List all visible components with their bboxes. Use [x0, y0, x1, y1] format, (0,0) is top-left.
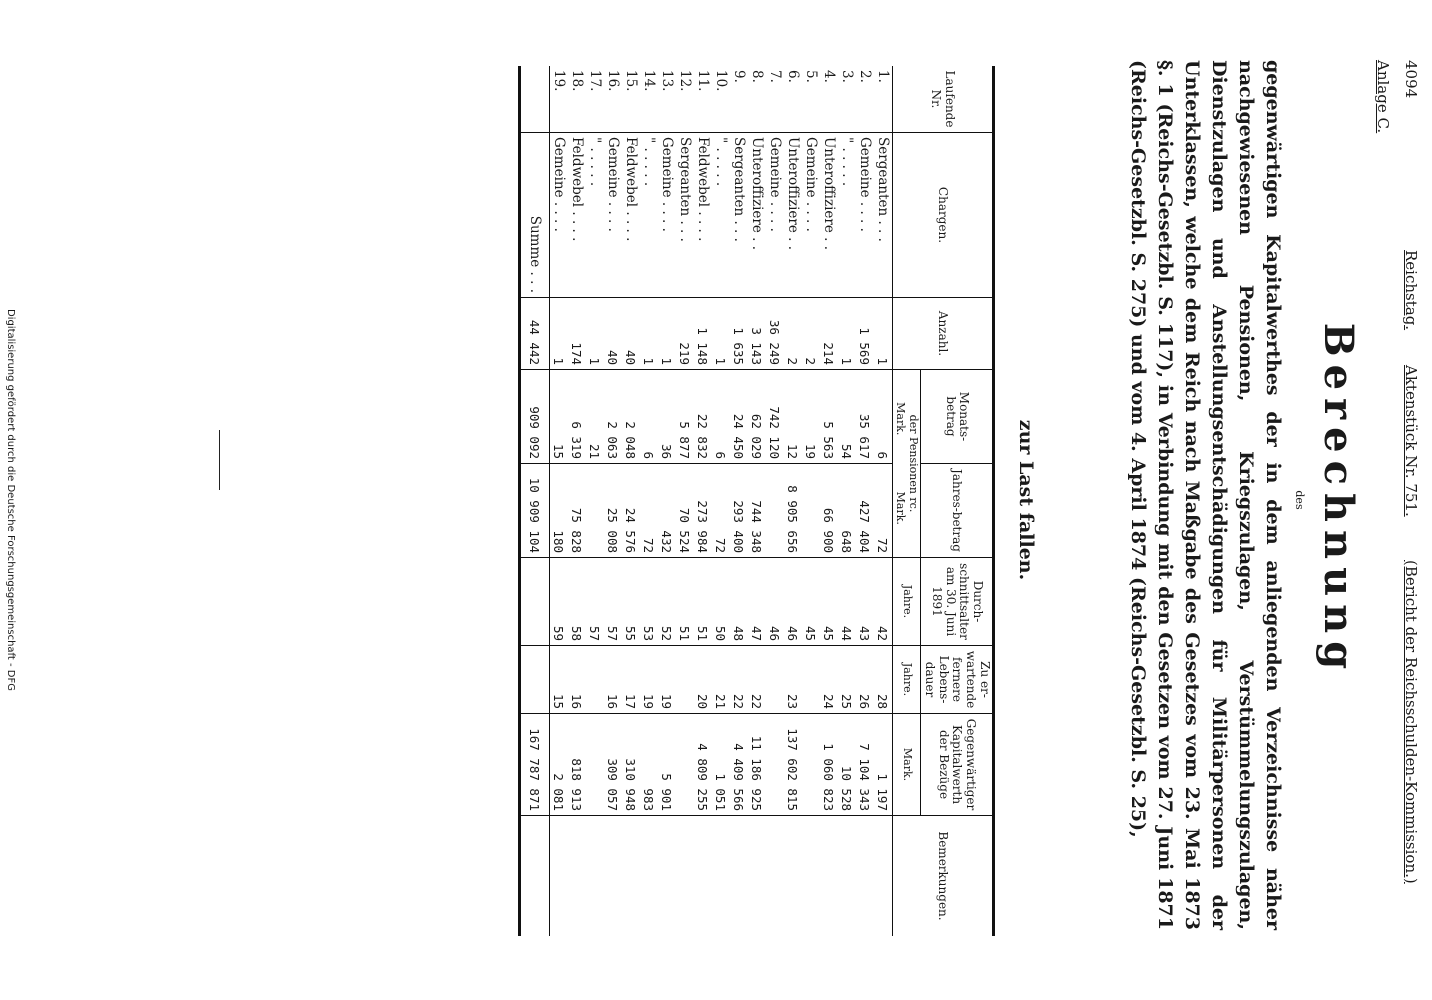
cell-anzahl: 2 — [802, 298, 820, 370]
cell-dauer: 24 — [820, 646, 838, 714]
cell-charge: Gemeine . . . . — [604, 133, 622, 298]
cell-kapital: 309 057 — [604, 714, 622, 816]
cell-nr: 19. — [550, 70, 567, 92]
cell-nr: 18. — [568, 70, 585, 92]
cell-bemerkungen — [820, 816, 838, 937]
table-row-2 — [856, 66, 874, 936]
table-row-8 — [748, 66, 766, 936]
cell-monat: 62 029 — [748, 370, 766, 464]
col-header-jahres: Jahres-betrag — [921, 464, 994, 558]
table-row-18 — [568, 66, 586, 936]
cell-charge: Gemeine . . . . — [549, 133, 568, 298]
table-row-11 — [694, 66, 712, 936]
table-row-5 — [802, 66, 820, 936]
cell-anzahl: 40 — [622, 298, 640, 370]
cell-monat: 6 — [640, 370, 658, 464]
cell-kapital: 1 060 823 — [820, 714, 838, 816]
cell-bemerkungen — [748, 816, 766, 937]
cell-alter: 47 — [748, 558, 766, 646]
cell-nr: 12. — [676, 70, 693, 92]
cell-alter: 50 — [712, 558, 730, 646]
cell-dauer: 23 — [784, 646, 802, 714]
col-header-pension-group — [892, 370, 920, 558]
commission-label: (Bericht der Reichsschulden-Kommission.) — [1402, 560, 1420, 884]
cell-dauer: 16 — [568, 646, 586, 714]
cell-nr: 7. — [766, 70, 783, 83]
cell-jahres: 432 — [658, 464, 676, 558]
cell-alter: 58 — [568, 558, 586, 646]
digitization-credit: Digitalisierung gefördert durch die Deutsche Forschungsgemeinschaft - DFG — [5, 308, 16, 691]
cell-dauer: 15 — [549, 646, 568, 714]
cell-alter: 45 — [802, 558, 820, 646]
cell-charge: Feldwebel . . . . — [694, 133, 712, 298]
cell-jahres — [766, 464, 784, 558]
col-header-bemerkungen: Bemerkungen. — [892, 816, 993, 937]
table-row-12 — [676, 66, 694, 936]
cell-jahres: 72 — [640, 464, 658, 558]
cell-jahres — [802, 464, 820, 558]
cell-bemerkungen — [784, 816, 802, 937]
table-row-1 — [874, 66, 893, 936]
cell-anzahl: 3 143 — [748, 298, 766, 370]
cell-nr: 10. — [712, 70, 729, 92]
cell-anzahl: 36 249 — [766, 298, 784, 370]
cell-jahres — [586, 464, 604, 558]
cell-anzahl: 1 — [838, 298, 856, 370]
cell-jahres: 744 348 — [748, 464, 766, 558]
cell-kapital: 11 186 925 — [748, 714, 766, 816]
cell-dauer: 16 — [604, 646, 622, 714]
cell-kapital: 4 409 566 — [730, 714, 748, 816]
cell-alter: 45 — [820, 558, 838, 646]
cell-dauer: 26 — [856, 646, 874, 714]
cell-alter: 43 — [856, 558, 874, 646]
cell-anzahl: 174 — [568, 298, 586, 370]
table-row-19 — [549, 66, 568, 936]
cell-alter: 44 — [838, 558, 856, 646]
cell-nr: 14. — [640, 70, 657, 92]
cell-alter: 51 — [694, 558, 712, 646]
cell-jahres: 72 — [712, 464, 730, 558]
pension-table — [518, 66, 995, 936]
table-row-17 — [586, 66, 604, 936]
cell-kapital: 2 081 — [549, 714, 568, 816]
cell-monat: 2 048 — [622, 370, 640, 464]
cell-monat: 21 — [586, 370, 604, 464]
sum-row — [519, 66, 549, 936]
intro-closing-line: zur Last fallen. — [1015, 419, 1037, 581]
cell-anzahl: 1 — [658, 298, 676, 370]
cell-jahres: 70 524 — [676, 464, 694, 558]
unit-alter: Jahre. — [892, 558, 920, 646]
cell-monat: 12 — [784, 370, 802, 464]
cell-bemerkungen — [604, 816, 622, 937]
table-row-13 — [658, 66, 676, 936]
cell-alter: 48 — [730, 558, 748, 646]
cell-bemerkungen — [676, 816, 694, 937]
cell-nr: 4. — [820, 70, 837, 83]
col-header-nr: Laufende Nr. — [892, 66, 993, 133]
cell-jahres: 273 984 — [694, 464, 712, 558]
sum-monat: 909 092 — [519, 370, 549, 464]
cell-monat: 24 450 — [730, 370, 748, 464]
cell-monat: 19 — [802, 370, 820, 464]
cell-monat: 22 832 — [694, 370, 712, 464]
cell-kapital: 1 051 — [712, 714, 730, 816]
cell-monat: 6 319 — [568, 370, 586, 464]
cell-anzahl: 1 569 — [856, 298, 874, 370]
table-row-14 — [640, 66, 658, 936]
cell-nr: 11. — [694, 70, 711, 92]
cell-charge: Sergeanten . . . — [874, 133, 893, 298]
cell-nr: 6. — [784, 70, 801, 83]
cell-bemerkungen — [640, 816, 658, 937]
cell-anzahl: 214 — [820, 298, 838, 370]
unit-kapital: Mark. — [892, 714, 920, 816]
cell-dauer: 28 — [874, 646, 893, 714]
cell-anzahl: 1 — [712, 298, 730, 370]
pension-group-label: der Pensionen rc. — [907, 414, 921, 513]
cell-anzahl: 1 — [640, 298, 658, 370]
table-row-10 — [712, 66, 730, 936]
table-row-15 — [622, 66, 640, 936]
cell-monat: 6 — [712, 370, 730, 464]
cell-dauer: 20 — [694, 646, 712, 714]
cell-bemerkungen — [622, 816, 640, 937]
cell-bemerkungen — [694, 816, 712, 937]
cell-dauer — [802, 646, 820, 714]
cell-charge: Gemeine . . . . — [766, 133, 784, 298]
cell-nr: 1. — [874, 70, 891, 83]
cell-charge: Sergeanten . . . — [730, 133, 748, 298]
cell-alter: 51 — [676, 558, 694, 646]
cell-nr: 5. — [802, 70, 819, 83]
cell-nr: 2. — [856, 70, 873, 83]
col-header-anzahl: Anzahl. — [892, 298, 993, 370]
cell-dauer: 22 — [730, 646, 748, 714]
col-header-dauer: Zu er-wartende fernere Lebens-dauer — [921, 646, 994, 714]
cell-kapital: 10 528 — [838, 714, 856, 816]
cell-kapital — [766, 714, 784, 816]
col-header-charge: Chargen. — [892, 133, 993, 298]
cell-charge: Sergeanten . . . — [676, 133, 694, 298]
cell-nr: 16. — [604, 70, 621, 92]
cell-monat: 2 063 — [604, 370, 622, 464]
cell-charge: Unteroffiziere . . — [748, 133, 766, 298]
cell-kapital: 1 197 — [874, 714, 893, 816]
sum-jahres: 10 909 104 — [519, 464, 549, 558]
cell-jahres: 25 008 — [604, 464, 622, 558]
cell-bemerkungen — [874, 816, 893, 937]
document-reference: Aktenstück Nr. 751. — [1402, 365, 1420, 517]
table-row-9 — [730, 66, 748, 936]
table-row-7 — [766, 66, 784, 936]
cell-monat: 15 — [549, 370, 568, 464]
cell-bemerkungen — [712, 816, 730, 937]
cell-charge: Feldwebel . . . . — [568, 133, 586, 298]
cell-alter: 53 — [640, 558, 658, 646]
cell-monat: 742 120 — [766, 370, 784, 464]
cell-anzahl: 2 — [784, 298, 802, 370]
cell-charge: " . . . . . — [640, 133, 658, 298]
cell-alter: 59 — [549, 558, 568, 646]
cell-dauer: 17 — [622, 646, 640, 714]
cell-monat: 35 617 — [856, 370, 874, 464]
institution-label: Reichstag. — [1402, 250, 1420, 331]
cell-jahres: 180 — [549, 464, 568, 558]
cell-alter: 46 — [784, 558, 802, 646]
cell-monat: 5 877 — [676, 370, 694, 464]
cell-kapital: 310 948 — [622, 714, 640, 816]
cell-charge: " . . . . . — [586, 133, 604, 298]
col-header-kapital: Gegenwärtiger Kapitalwerth der Bezüge — [921, 714, 994, 816]
intro-paragraph: gegenwärtigen Kapitalwerthes der in dem anliegenden Verzeichnisse näher nachgewiesenen Pensionen, Kriegszulagen, Verstümmelungszulagen, Dienstzulagen und Anstellungsentschädigungen für Militärpersonen der Unterklassen, welche dem Reich nach Maßgabe des Gesetzes vom 23. Mai 1873 §. 1 (Reichs-Gesetzbl. S. 117), in Verbindung mit den Gesetzen vom 27. Juni 1871 (Reichs-Gesetzbl. S. 275) und vom 4. April 1874 (Reichs-Gesetzbl. S. 25), — [1127, 60, 1284, 930]
cell-kapital: 983 — [640, 714, 658, 816]
cell-anzahl: 1 635 — [730, 298, 748, 370]
cell-dauer: 22 — [748, 646, 766, 714]
cell-dauer — [676, 646, 694, 714]
unit-jahres: Mark. — [894, 491, 908, 525]
table-body — [549, 66, 892, 936]
cell-anzahl: 1 — [586, 298, 604, 370]
table-row-6 — [784, 66, 802, 936]
cell-alter: 55 — [622, 558, 640, 646]
cell-jahres: 75 828 — [568, 464, 586, 558]
cell-dauer — [586, 646, 604, 714]
col-header-alter: Durch-schnittsalter am 30. Juni 1891 — [921, 558, 994, 646]
sum-label: Summe . . . — [519, 133, 549, 298]
col-header-monat: Monats-betrag — [921, 370, 994, 464]
page-number: 4094 — [1402, 60, 1420, 99]
cell-jahres: 293 400 — [730, 464, 748, 558]
table-row-4 — [820, 66, 838, 936]
cell-anzahl: 1 — [549, 298, 568, 370]
cell-kapital — [676, 714, 694, 816]
document-title: Berechnung — [1315, 322, 1362, 678]
cell-charge: " . . . . . — [712, 133, 730, 298]
cell-anzahl: 219 — [676, 298, 694, 370]
cell-charge: Unteroffiziere . . — [820, 133, 838, 298]
cell-alter: 57 — [586, 558, 604, 646]
cell-monat: 6 — [874, 370, 893, 464]
cell-bemerkungen — [730, 816, 748, 937]
cell-monat: 5 563 — [820, 370, 838, 464]
cell-nr: 17. — [586, 70, 603, 92]
cell-bemerkungen — [856, 816, 874, 937]
cell-jahres: 648 — [838, 464, 856, 558]
cell-bemerkungen — [568, 816, 586, 937]
cell-kapital: 7 104 343 — [856, 714, 874, 816]
cell-kapital: 5 901 — [658, 714, 676, 816]
table-header-row — [921, 66, 994, 936]
cell-alter: 57 — [604, 558, 622, 646]
cell-kapital — [586, 714, 604, 816]
cell-charge: " . . . . . — [838, 133, 856, 298]
cell-jahres: 72 — [874, 464, 893, 558]
unit-monat: Mark. — [894, 402, 908, 436]
cell-dauer: 19 — [658, 646, 676, 714]
cell-charge: Gemeine . . . . — [802, 133, 820, 298]
sum-anzahl: 44 442 — [519, 298, 549, 370]
cell-kapital: 137 602 815 — [784, 714, 802, 816]
cell-charge: Feldwebel . . . . — [622, 133, 640, 298]
table-row-16 — [604, 66, 622, 936]
table-row-3 — [838, 66, 856, 936]
cell-anzahl: 1 — [874, 298, 893, 370]
attachment-label: Anlage C. — [1374, 60, 1392, 134]
cell-nr: 9. — [730, 70, 747, 83]
cell-alter: 46 — [766, 558, 784, 646]
title-article: des — [1293, 490, 1306, 510]
sum-kapital: 167 787 871 — [519, 714, 549, 816]
cell-charge: Unteroffiziere . . — [784, 133, 802, 298]
cell-anzahl: 1 148 — [694, 298, 712, 370]
cell-bemerkungen — [658, 816, 676, 937]
cell-dauer: 21 — [712, 646, 730, 714]
cell-monat: 36 — [658, 370, 676, 464]
cell-jahres: 66 900 — [820, 464, 838, 558]
cell-dauer: 25 — [838, 646, 856, 714]
cell-nr: 3. — [838, 70, 855, 83]
cell-bemerkungen — [766, 816, 784, 937]
unit-dauer: Jahre. — [892, 646, 920, 714]
left-margin-rule — [219, 430, 220, 490]
cell-kapital: 4 809 255 — [694, 714, 712, 816]
cell-charge: Gemeine . . . . — [658, 133, 676, 298]
cell-dauer: 19 — [640, 646, 658, 714]
cell-kapital: 818 913 — [568, 714, 586, 816]
cell-nr: 13. — [658, 70, 675, 92]
cell-jahres: 427 404 — [856, 464, 874, 558]
cell-jahres: 8 905 656 — [784, 464, 802, 558]
cell-bemerkungen — [586, 816, 604, 937]
cell-nr: 15. — [622, 70, 639, 92]
cell-bemerkungen — [549, 816, 568, 937]
cell-monat: 54 — [838, 370, 856, 464]
cell-alter: 52 — [658, 558, 676, 646]
cell-kapital — [802, 714, 820, 816]
cell-bemerkungen — [802, 816, 820, 937]
cell-nr: 8. — [748, 70, 765, 83]
cell-anzahl: 40 — [604, 298, 622, 370]
cell-charge: Gemeine . . . . — [856, 133, 874, 298]
cell-alter: 42 — [874, 558, 893, 646]
cell-jahres: 24 576 — [622, 464, 640, 558]
cell-dauer — [766, 646, 784, 714]
cell-bemerkungen — [838, 816, 856, 937]
